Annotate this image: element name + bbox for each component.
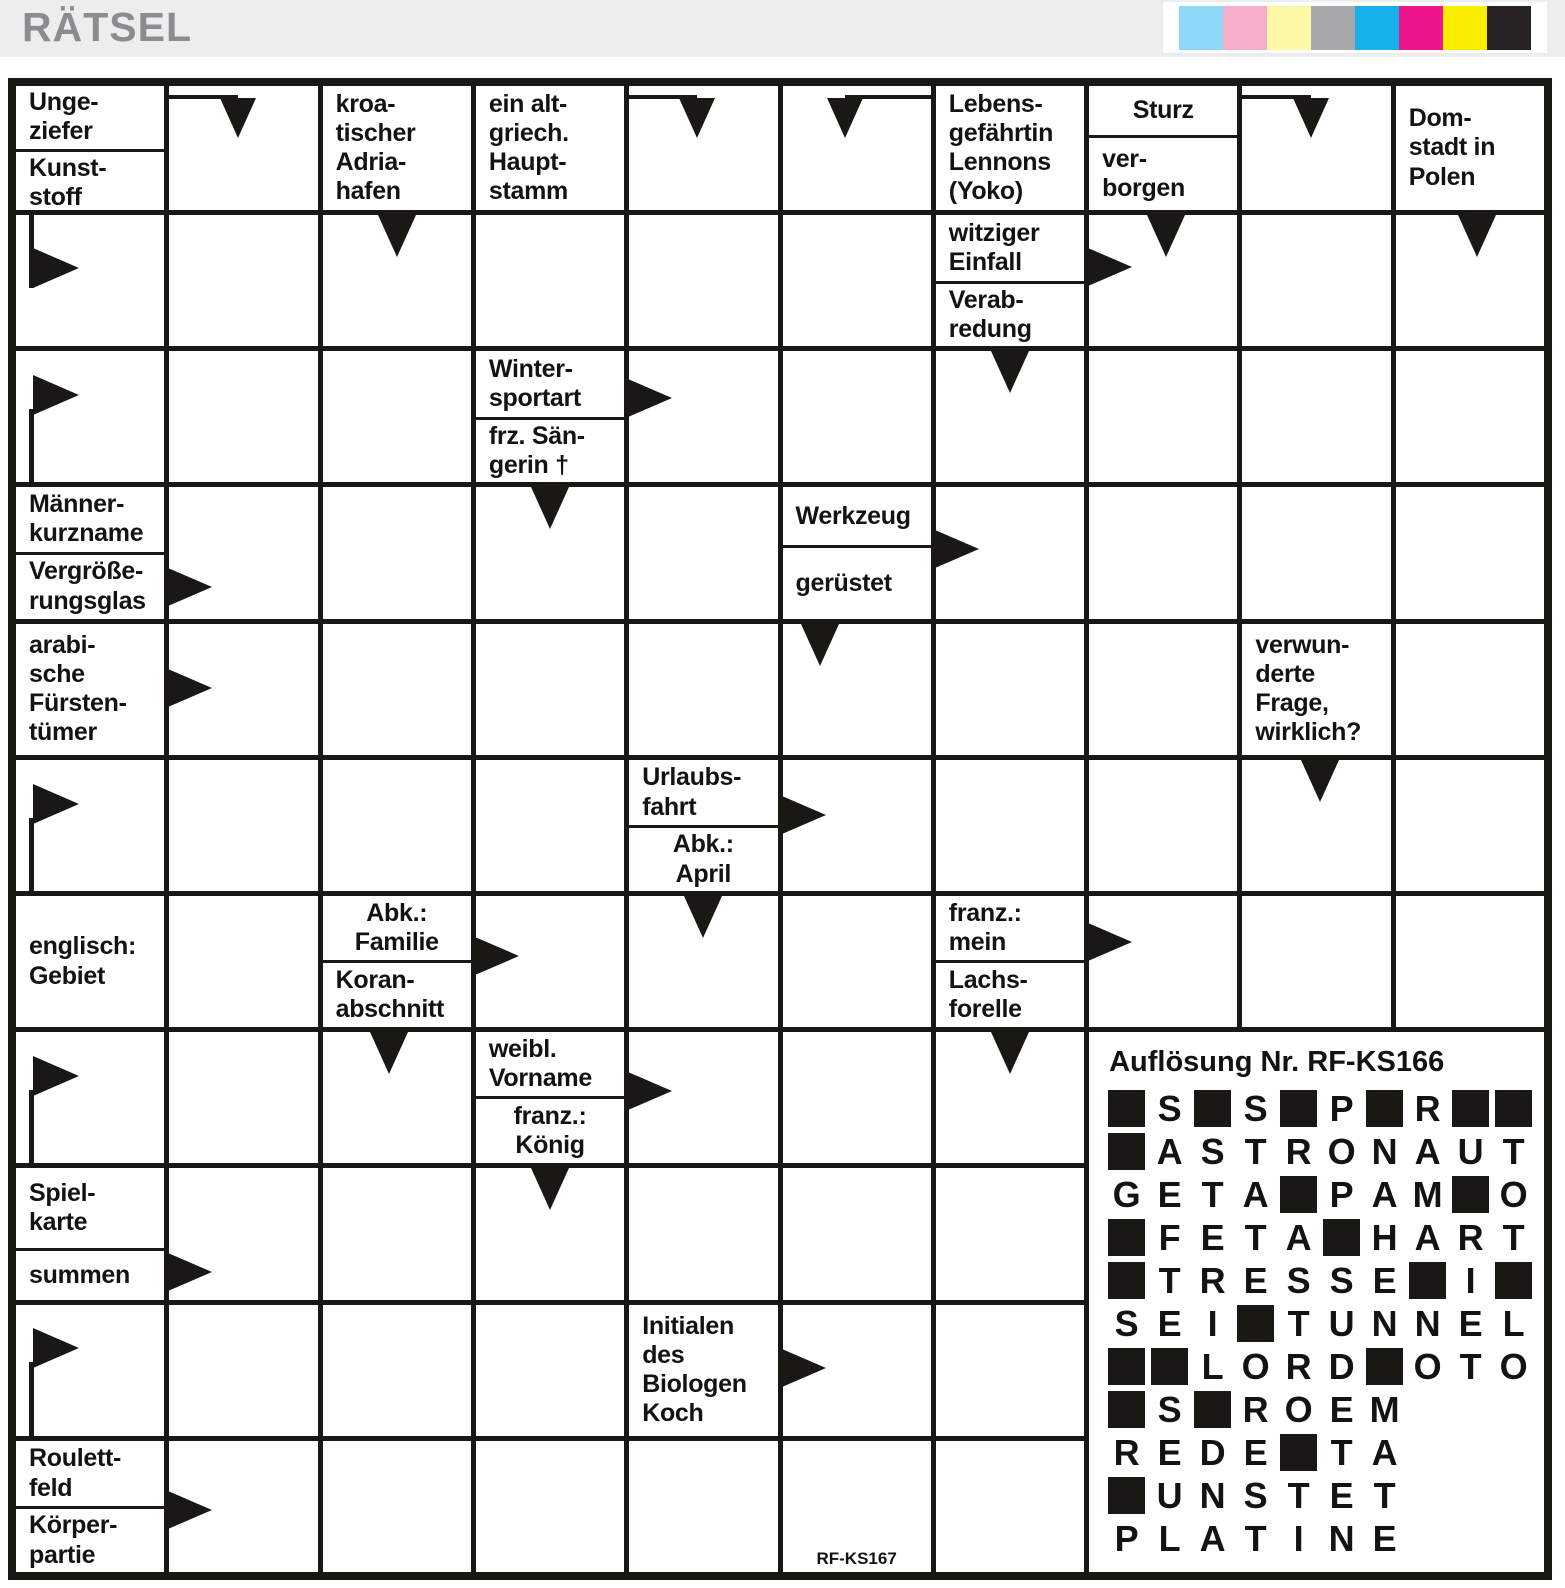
solution-letter: S <box>1157 1389 1182 1431</box>
solution-letter: N <box>1328 1518 1355 1560</box>
solution-black-square <box>1452 1176 1489 1213</box>
solution-letter: R <box>1285 1131 1312 1173</box>
solution-letter: R <box>1199 1260 1226 1302</box>
grid-cell-r10c2 <box>169 1305 317 1436</box>
right-arrow-icon <box>1088 248 1132 286</box>
clue-text: Kunst- stoff <box>16 149 164 215</box>
solution-row <box>1105 1302 1540 1345</box>
solution-letter: A <box>1199 1518 1226 1560</box>
solution-letter: S <box>1286 1260 1311 1302</box>
clue-text: Spiel- karte <box>29 1179 96 1237</box>
solution-letter: R <box>1457 1217 1484 1259</box>
solution-box <box>1089 1032 1544 1572</box>
clue-cell-r1c7 <box>936 86 1084 210</box>
corner-down-arrow-icon <box>220 98 256 138</box>
solution-letter: R <box>1414 1088 1441 1130</box>
right-arrow-icon <box>168 568 212 606</box>
clue-cell-r6c5 <box>629 760 777 891</box>
solution-letter: E <box>1329 1475 1354 1517</box>
grid-cell-r3c2 <box>169 351 317 482</box>
solution-letter: T <box>1287 1303 1310 1345</box>
solution-black-square <box>1108 1133 1145 1170</box>
solution-letter: L <box>1502 1303 1525 1345</box>
clue-text: Urlaubs- fahrt <box>642 763 742 821</box>
grid-cell-r5c3 <box>323 624 471 755</box>
color-swatch <box>1179 6 1223 50</box>
flag-right-arrow-icon <box>33 784 79 824</box>
grid-cell-r4c9 <box>1242 487 1390 618</box>
grid-cell-r8c3 <box>323 1032 471 1163</box>
grid-cell-r10c7 <box>936 1305 1084 1436</box>
solution-letter: O <box>1499 1174 1528 1216</box>
solution-letter: R <box>1113 1432 1140 1474</box>
right-arrow-icon <box>168 1253 212 1291</box>
clue-text: englisch: Gebiet <box>29 932 137 990</box>
grid-cell-r6c2 <box>169 760 317 891</box>
solution-letter: A <box>1242 1174 1269 1216</box>
solution-letter: I <box>1207 1303 1218 1345</box>
grid-cell-r4c8 <box>1089 487 1237 618</box>
solution-black-square <box>1108 1477 1145 1514</box>
grid-cell-r2c2 <box>169 215 317 346</box>
clue-text: ein alt- griech. Haupt- stamm <box>488 89 569 206</box>
clue-text: Männer- kurzname <box>29 490 144 548</box>
clue-text: Verab- redung <box>936 281 1084 347</box>
clue-text: frz. Sän- gerin † <box>476 417 624 483</box>
clue-text: Abk.: Familie <box>354 898 439 957</box>
grid-cell-r4c4 <box>476 487 624 618</box>
clue-text: ver- borgen <box>1089 135 1237 210</box>
solution-letter: S <box>1200 1131 1225 1173</box>
solution-letter: U <box>1156 1475 1183 1517</box>
grid-cell-r1c9 <box>1242 86 1390 210</box>
grid-cell-r2c9 <box>1242 215 1390 346</box>
solution-letter: E <box>1243 1432 1268 1474</box>
flag-arrow-stem <box>29 409 34 482</box>
clue-text: Winter- sportart <box>488 354 581 413</box>
clue-text: weibl. Vorname <box>488 1034 592 1093</box>
solution-letter: U <box>1457 1131 1484 1173</box>
down-arrow-icon <box>684 896 722 938</box>
grid-cell-r3c1 <box>16 351 164 482</box>
solution-letter: D <box>1199 1432 1226 1474</box>
solution-letter: M <box>1412 1174 1443 1216</box>
color-swatch <box>1223 6 1267 50</box>
clue-text: gerüstet <box>783 545 931 618</box>
right-arrow-icon <box>935 530 979 568</box>
solution-letter: A <box>1414 1217 1441 1259</box>
solution-letter: F <box>1158 1217 1181 1259</box>
grid-cell-r10c1 <box>16 1305 164 1436</box>
solution-letter: R <box>1285 1346 1312 1388</box>
grid-cell-r11c7 <box>936 1441 1084 1572</box>
grid-cell-r4c5 <box>629 487 777 618</box>
grid-cell-r4c10 <box>1396 487 1544 618</box>
solution-letter: I <box>1293 1518 1304 1560</box>
solution-letter: U <box>1328 1303 1355 1345</box>
grid-cell-r3c6 <box>783 351 931 482</box>
solution-letter: L <box>1158 1518 1181 1560</box>
clue-cell-r10c5 <box>629 1305 777 1436</box>
page-title: RÄTSEL <box>22 4 192 50</box>
down-arrow-icon <box>1147 215 1185 257</box>
grid-cell-r2c10 <box>1396 215 1544 346</box>
solution-letter: S <box>1243 1088 1268 1130</box>
grid-cell-r11c3 <box>323 1441 471 1572</box>
grid-cell-r2c1 <box>16 215 164 346</box>
solution-letter: O <box>1413 1346 1442 1388</box>
clue-cell-r11c1 <box>16 1441 164 1572</box>
solution-black-square <box>1495 1262 1532 1299</box>
grid-cell-r8c6 <box>783 1032 931 1163</box>
grid-cell-r9c5 <box>629 1168 777 1299</box>
solution-letter: A <box>1371 1432 1398 1474</box>
solution-letter: M <box>1369 1389 1400 1431</box>
down-arrow-icon <box>991 351 1029 393</box>
solution-letter: R <box>1242 1389 1269 1431</box>
solution-row <box>1105 1431 1540 1474</box>
grid-cell-r9c6 <box>783 1168 931 1299</box>
solution-letter: N <box>1199 1475 1226 1517</box>
down-arrow-icon <box>370 1032 408 1074</box>
right-arrow-icon <box>168 1491 212 1529</box>
clue-cell-r1c4 <box>476 86 624 210</box>
grid-cell-r8c7 <box>936 1032 1084 1163</box>
color-swatch <box>1267 6 1311 50</box>
grid-cell-r8c2 <box>169 1032 317 1163</box>
solution-row <box>1105 1345 1540 1388</box>
clue-cell-r9c1 <box>16 1168 164 1299</box>
grid-cell-r6c7 <box>936 760 1084 891</box>
grid-cell-r5c7 <box>936 624 1084 755</box>
grid-cell-r1c2 <box>169 86 317 210</box>
solution-letter: P <box>1114 1518 1139 1560</box>
solution-row <box>1105 1474 1540 1517</box>
grid-cell-r6c9 <box>1242 760 1390 891</box>
solution-letter: T <box>1244 1217 1267 1259</box>
solution-letter: S <box>1157 1088 1182 1130</box>
grid-cell-r5c10 <box>1396 624 1544 755</box>
solution-letter: H <box>1371 1217 1398 1259</box>
clue-cell-r5c1 <box>16 624 164 755</box>
grid-cell-r3c9 <box>1242 351 1390 482</box>
clue-cell-r3c4 <box>476 351 624 482</box>
solution-row <box>1105 1173 1540 1216</box>
solution-letter: E <box>1458 1303 1483 1345</box>
solution-letter: T <box>1330 1432 1353 1474</box>
solution-black-square <box>1495 1090 1532 1127</box>
grid-cell-r6c3 <box>323 760 471 891</box>
solution-letter: T <box>1373 1475 1396 1517</box>
grid-cell-r6c4 <box>476 760 624 891</box>
flag-right-arrow-icon <box>33 1328 79 1368</box>
solution-letter: T <box>1244 1131 1267 1173</box>
clue-text: verwun- derte Frage, wirklich? <box>1255 630 1362 747</box>
flag-arrow-stem <box>29 1362 34 1435</box>
grid-cell-r4c3 <box>323 487 471 618</box>
grid-cell-r2c5 <box>629 215 777 346</box>
down-arrow-icon <box>1458 215 1496 257</box>
grid-cell-r5c5 <box>629 624 777 755</box>
solution-black-square <box>1280 1176 1317 1213</box>
clue-text: witziger Einfall <box>948 218 1040 276</box>
grid-cell-r3c7 <box>936 351 1084 482</box>
clue-cell-r7c7 <box>936 896 1084 1027</box>
puzzle-code: RF-KS167 <box>816 1548 897 1568</box>
clue-text: Lachs- forelle <box>936 960 1084 1027</box>
grid-cell-r10c4 <box>476 1305 624 1436</box>
grid-cell-r11c4 <box>476 1441 624 1572</box>
flag-right-arrow-icon <box>33 375 79 415</box>
right-arrow-icon <box>782 796 826 834</box>
solution-letter: I <box>1465 1260 1476 1302</box>
solution-letter: T <box>1201 1174 1224 1216</box>
grid-cell-r6c8 <box>1089 760 1237 891</box>
solution-letter: O <box>1241 1346 1270 1388</box>
grid-cell-r7c10 <box>1396 896 1544 1027</box>
clue-text: kroa- tischer Adria- hafen <box>335 89 416 206</box>
solution-black-square <box>1151 1348 1188 1385</box>
flag-right-arrow-icon <box>33 248 79 288</box>
color-swatch <box>1311 6 1355 50</box>
clue-cell-r8c4 <box>476 1032 624 1163</box>
solution-letter: E <box>1243 1260 1268 1302</box>
clue-cell-r5c9 <box>1242 624 1390 755</box>
clue-text: arabi- sche Fürsten- tümer <box>29 630 127 747</box>
down-arrow-icon <box>378 215 416 257</box>
solution-letter: T <box>1502 1131 1525 1173</box>
clue-text: summen <box>16 1248 164 1299</box>
clue-cell-r7c3 <box>323 896 471 1027</box>
solution-letter: N <box>1371 1131 1398 1173</box>
flag-arrow-stem <box>29 818 34 891</box>
corner-down-arrow-icon <box>679 98 715 138</box>
grid-cell-r5c8 <box>1089 624 1237 755</box>
solution-row <box>1105 1087 1540 1130</box>
solution-row <box>1105 1388 1540 1431</box>
solution-letter: N <box>1371 1303 1398 1345</box>
solution-letter: S <box>1329 1260 1354 1302</box>
print-color-bar <box>1163 2 1547 53</box>
solution-row <box>1105 1517 1540 1560</box>
solution-black-square <box>1108 1391 1145 1428</box>
down-arrow-icon <box>531 487 569 529</box>
solution-letter: T <box>1244 1518 1267 1560</box>
grid-cell-r5c6 <box>783 624 931 755</box>
clue-text: Abk.: April <box>629 825 777 891</box>
clue-text: Sturz <box>1132 95 1194 124</box>
right-arrow-icon <box>475 937 519 975</box>
grid-cell-r7c6 <box>783 896 931 1027</box>
color-swatch <box>1443 6 1487 50</box>
solution-letter: E <box>1329 1389 1354 1431</box>
solution-letter: T <box>1158 1260 1181 1302</box>
solution-black-square <box>1409 1262 1446 1299</box>
solution-black-square <box>1108 1262 1145 1299</box>
clue-text: franz.: König <box>476 1096 624 1163</box>
corner-down-arrow-icon <box>1293 98 1329 138</box>
solution-black-square <box>1366 1090 1403 1127</box>
flag-arrow-stem <box>29 1090 34 1163</box>
solution-letter: E <box>1157 1432 1182 1474</box>
color-swatch <box>1355 6 1399 50</box>
grid-cell-r8c1 <box>16 1032 164 1163</box>
clue-text: Werkzeug <box>795 501 911 530</box>
grid-cell-r9c7 <box>936 1168 1084 1299</box>
solution-black-square <box>1108 1090 1145 1127</box>
solution-black-square <box>1366 1348 1403 1385</box>
header-band <box>0 0 1565 57</box>
right-arrow-icon <box>628 379 672 417</box>
solution-letter: D <box>1328 1346 1355 1388</box>
right-arrow-icon <box>1088 923 1132 961</box>
solution-letter: T <box>1502 1217 1525 1259</box>
clue-cell-r2c7 <box>936 215 1084 346</box>
solution-letter: P <box>1329 1174 1354 1216</box>
clue-text: franz.: mein <box>948 898 1022 957</box>
solution-letter: A <box>1371 1174 1398 1216</box>
crossword-grid <box>8 78 1552 1580</box>
solution-letter: A <box>1156 1131 1183 1173</box>
grid-cell-r1c5 <box>629 86 777 210</box>
grid-cell-r3c10 <box>1396 351 1544 482</box>
clue-cell-r1c3 <box>323 86 471 210</box>
clue-text: Roulett- feld <box>29 1444 122 1502</box>
clue-text: Initialen des Biologen Koch <box>642 1311 747 1428</box>
color-swatch <box>1399 6 1443 50</box>
solution-black-square <box>1323 1219 1360 1256</box>
solution-row <box>1105 1216 1540 1259</box>
grid-cell-r5c4 <box>476 624 624 755</box>
down-arrow-icon <box>991 1032 1029 1074</box>
solution-letter: N <box>1414 1303 1441 1345</box>
solution-letter: O <box>1499 1346 1528 1388</box>
solution-letter: E <box>1372 1260 1397 1302</box>
clue-cell-r4c6 <box>783 487 931 618</box>
solution-letter: S <box>1243 1475 1268 1517</box>
solution-row <box>1105 1259 1540 1302</box>
solution-black-square <box>1280 1090 1317 1127</box>
corner-down-arrow-icon <box>827 98 863 138</box>
solution-letter: T <box>1287 1475 1310 1517</box>
grid-cell-r7c9 <box>1242 896 1390 1027</box>
clue-text: Körper- partie <box>16 1506 164 1572</box>
solution-black-square <box>1237 1305 1274 1342</box>
clue-text: Lebens- gefährtin Lennons (Yoko) <box>948 89 1054 206</box>
grid-cell-r1c6 <box>783 86 931 210</box>
down-arrow-icon <box>1301 760 1339 802</box>
clue-cell-r4c1 <box>16 487 164 618</box>
grid-cell-r3c8 <box>1089 351 1237 482</box>
solution-black-square <box>1108 1348 1145 1385</box>
right-arrow-icon <box>628 1072 672 1110</box>
solution-letter: E <box>1157 1303 1182 1345</box>
grid-cell-r11c6 <box>783 1441 931 1572</box>
solution-letter: S <box>1114 1303 1139 1345</box>
solution-letter: E <box>1157 1174 1182 1216</box>
solution-letter: E <box>1372 1518 1397 1560</box>
solution-letter: T <box>1459 1346 1482 1388</box>
solution-black-square <box>1280 1434 1317 1471</box>
solution-row <box>1105 1130 1540 1173</box>
clue-text: Koran- abschnitt <box>323 960 471 1027</box>
down-arrow-icon <box>801 624 839 666</box>
grid-cell-r7c5 <box>629 896 777 1027</box>
grid-cell-r7c8 <box>1089 896 1237 1027</box>
solution-letter: L <box>1201 1346 1224 1388</box>
right-arrow-icon <box>168 669 212 707</box>
solution-black-square <box>1108 1219 1145 1256</box>
solution-title: Auflösung Nr. RF-KS166 <box>1109 1046 1445 1079</box>
clue-cell-r1c1 <box>16 86 164 210</box>
grid-cell-r3c3 <box>323 351 471 482</box>
grid-cell-r11c5 <box>629 1441 777 1572</box>
solution-black-square <box>1194 1090 1231 1127</box>
solution-letter: O <box>1327 1131 1356 1173</box>
solution-letter: O <box>1284 1389 1313 1431</box>
solution-black-square <box>1194 1391 1231 1428</box>
grid-cell-r9c4 <box>476 1168 624 1299</box>
flag-right-arrow-icon <box>33 1056 79 1096</box>
grid-cell-r2c6 <box>783 215 931 346</box>
grid-cell-r10c3 <box>323 1305 471 1436</box>
solution-letter: G <box>1112 1174 1141 1216</box>
right-arrow-icon <box>782 1349 826 1387</box>
solution-letter: A <box>1285 1217 1312 1259</box>
down-arrow-icon <box>531 1168 569 1210</box>
solution-letter: E <box>1200 1217 1225 1259</box>
clue-text: Dom- stadt in Polen <box>1408 104 1496 191</box>
grid-cell-r2c4 <box>476 215 624 346</box>
grid-cell-r2c3 <box>323 215 471 346</box>
solution-letter: P <box>1329 1088 1354 1130</box>
grid-cell-r7c2 <box>169 896 317 1027</box>
clue-text: Unge- ziefer <box>29 88 99 146</box>
grid-cell-r6c10 <box>1396 760 1544 891</box>
grid-cell-r6c1 <box>16 760 164 891</box>
solution-black-square <box>1452 1090 1489 1127</box>
clue-text: Vergröße- rungsglas <box>16 552 164 619</box>
clue-cell-r1c8 <box>1089 86 1237 210</box>
clue-cell-r1c10 <box>1396 86 1544 210</box>
clue-cell-r7c1 <box>16 896 164 1027</box>
solution-letter: A <box>1414 1131 1441 1173</box>
color-swatch <box>1487 6 1531 50</box>
grid-cell-r9c3 <box>323 1168 471 1299</box>
